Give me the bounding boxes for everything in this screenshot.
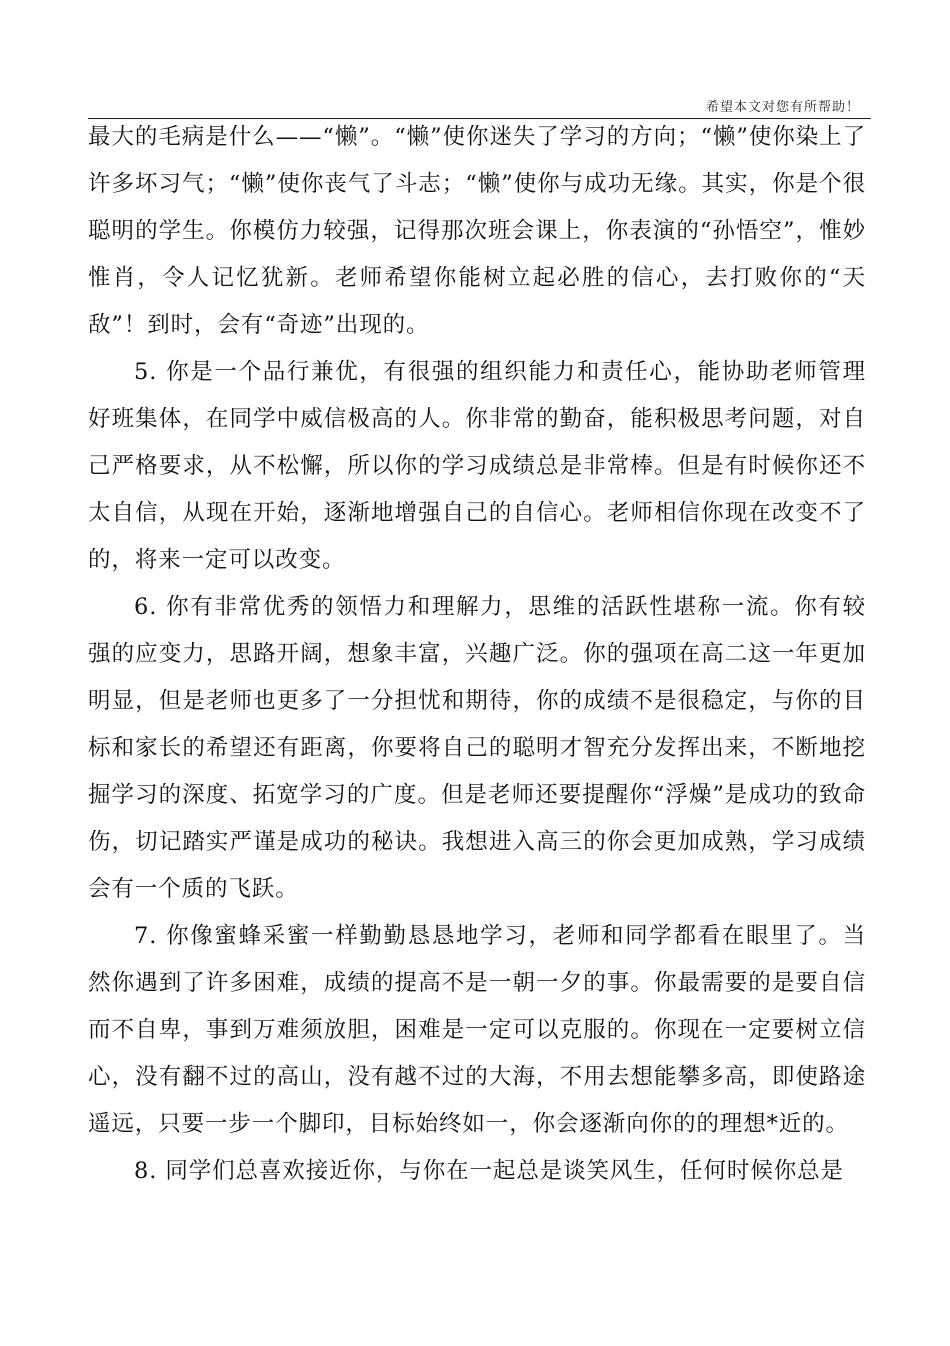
paragraph-item-7: 7. 你像蜜蜂采蜜一样勤勤恳恳地学习，老师和同学都看在眼里了。当然你遇到了许多困难，成绩的提高不是一朝一夕的事。你最需要的是要自信而不自卑，事到万难须放胆，困难是一定可以克服的。你现在一定要树立信心，没有翻不过的高山，没有越不过的大海，不用去想能攀多高，即使路途遥远，只要一步一个脚印，目标始终如一，你会逐渐向你的的理想*近的。 <box>88 923 866 1137</box>
paragraph-continued: 最大的毛病是什么——“懒”。“懒”使你迷失了学习的方向；“懒”使你染上了许多坏习气；“懒”使你丧气了斗志；“懒”使你与成功无缘。其实，你是个很聪明的学生。你模仿力较强，记得那次班会课上，你表演的“孙悟空”，惟妙惟肖，令人记忆犹新。老师希望你能树立起必胜的信心，去打败你的“天敌”！到时，会有“奇迹”出现的。 <box>88 124 866 338</box>
document-body <box>88 114 866 1195</box>
paragraph-item-6: 6. 你有非常优秀的领悟力和理解力，思维的活跃性堪称一流。你有较强的应变力，思路开阔，想象丰富，兴趣广泛。你的强项在高二这一年更加明显，但是老师也更多了一分担忧和期待，你的成绩不是很稳定，与你的目标和家长的希望还有距离，你要将自己的聪明才智充分发挥出来，不断地挖掘学习的深度、拓宽学习的广度。但是老师还要提醒你“浮燥”是成功的致命伤，切记踏实严谨是成功的秘诀。我想进入高三的你会更加成熟，学习成绩会有一个质的飞跃。 <box>88 594 866 902</box>
paragraph-item-8: 8. 同学们总喜欢接近你，与你在一起总是谈笑风生，任何时候你总是 <box>134 1158 844 1184</box>
paragraph-item-5: 5. 你是一个品行兼优，有很强的组织能力和责任心，能协助老师管理好班集体，在同学中威信极高的人。你非常的勤奋，能积极思考问题，对自己严格要求，从不松懈，所以你的学习成绩总是非常棒。但是有时候你还不太自信，从现在开始，逐渐地增强自己的自信心。老师相信你现在改变不了的，将来一定可以改变。 <box>88 359 866 573</box>
header-note: 希望本文对您有所帮助！ <box>705 100 860 115</box>
